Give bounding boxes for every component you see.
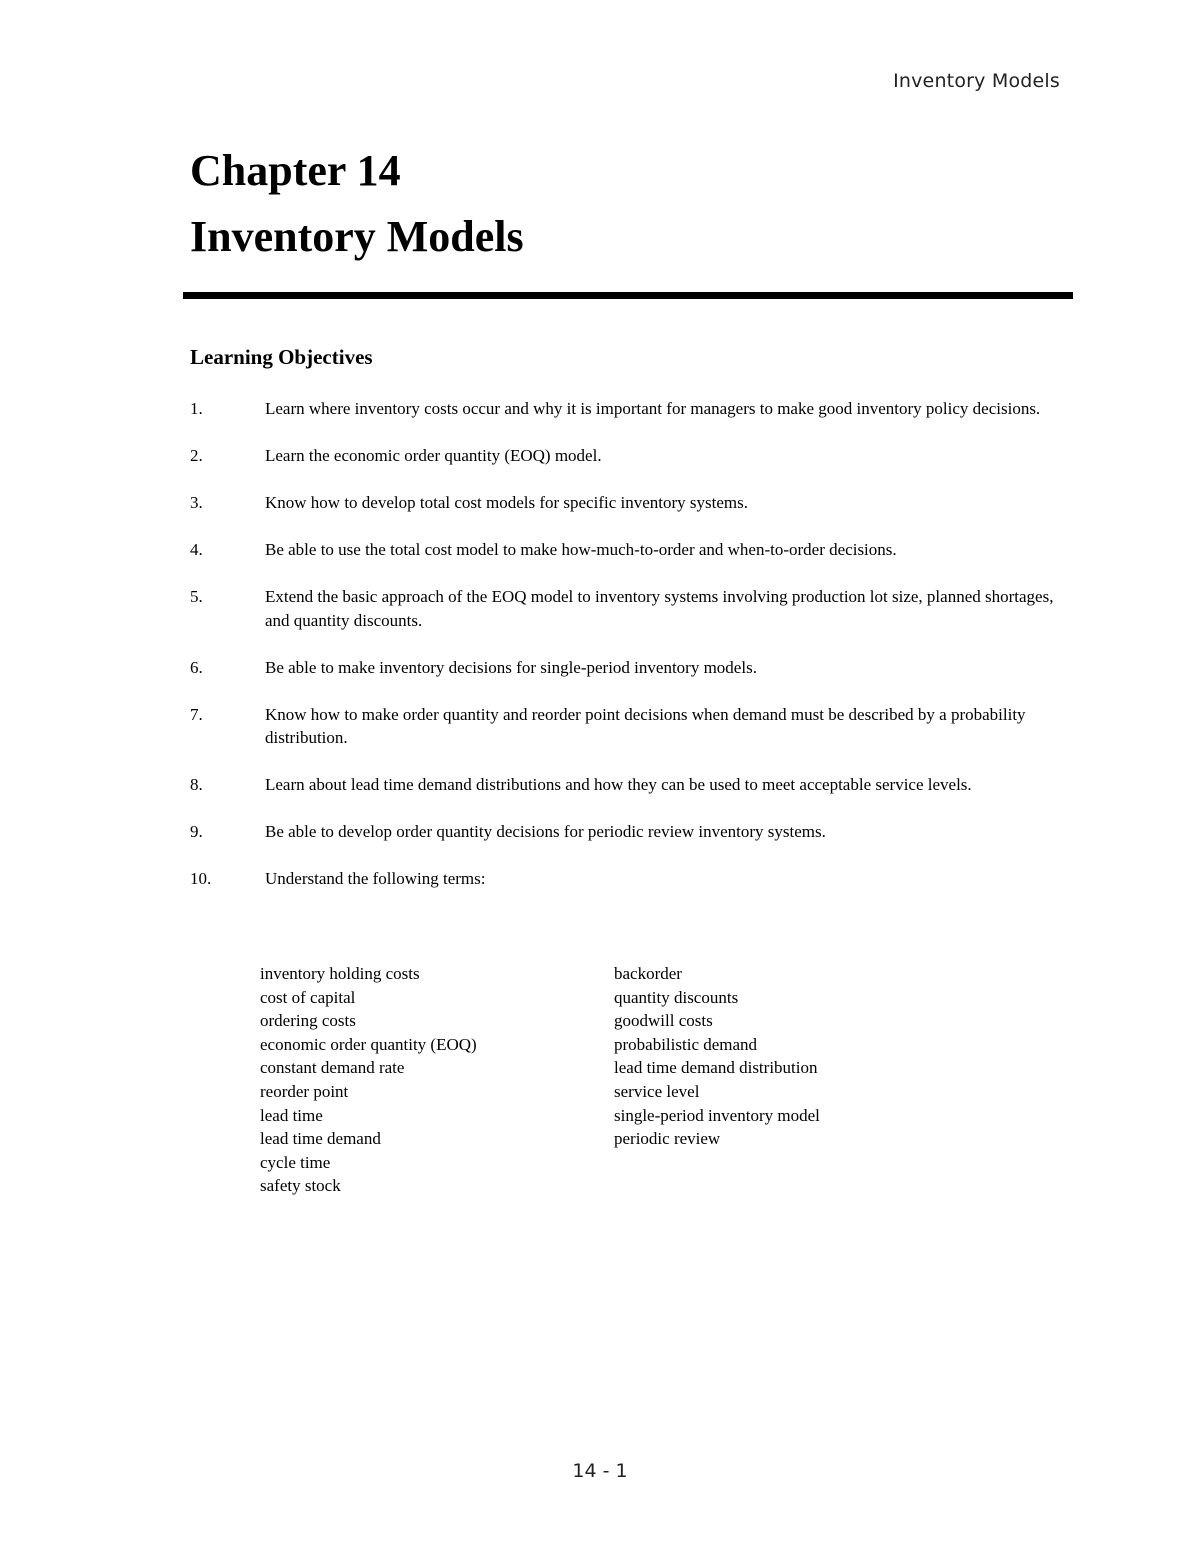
term: single-period inventory model bbox=[614, 1105, 820, 1125]
term: ordering costs bbox=[260, 1011, 356, 1031]
terms-column-right bbox=[614, 962, 968, 1198]
objective-text: Learn the economic order quantity (EOQ) model. bbox=[265, 446, 602, 465]
objective-number: 2. bbox=[190, 446, 203, 465]
objective-item bbox=[190, 491, 1070, 515]
objective-text: Know how to make order quantity and reorder point decisions when demand must be described by a probability distribution. bbox=[265, 704, 1026, 747]
objective-item bbox=[190, 656, 1070, 680]
learning-objectives-heading: Learning Objectives bbox=[190, 345, 373, 369]
term: probabilistic demand bbox=[614, 1034, 758, 1054]
objective-number: 10. bbox=[190, 869, 212, 888]
term: safety stock bbox=[260, 1176, 341, 1196]
objective-item bbox=[190, 444, 1070, 468]
objective-text: Learn where inventory costs occur and why it is important for managers to make good inventory policy decisions. bbox=[265, 399, 1041, 418]
term: cost of capital bbox=[260, 987, 356, 1007]
terms-glossary bbox=[260, 962, 968, 1198]
objective-item bbox=[190, 867, 1070, 891]
objective-text: Extend the basic approach of the EOQ model to inventory systems involving production lot size, planned shortages, and quantity discounts. bbox=[265, 587, 1054, 630]
term: quantity discounts bbox=[614, 987, 739, 1007]
terms-column-left bbox=[260, 962, 614, 1198]
title-divider bbox=[183, 292, 1073, 299]
objective-number: 9. bbox=[190, 822, 203, 841]
term: lead time demand bbox=[260, 1129, 381, 1149]
term: lead time bbox=[260, 1105, 323, 1125]
term: inventory holding costs bbox=[260, 964, 420, 983]
objective-text: Understand the following terms: bbox=[265, 869, 486, 888]
objective-item bbox=[190, 538, 1070, 562]
objective-text: Learn about lead time demand distributions and how they can be used to meet acceptable service levels. bbox=[265, 775, 972, 794]
objective-number: 1. bbox=[190, 399, 203, 418]
objective-text: Know how to develop total cost models for specific inventory systems. bbox=[265, 493, 748, 512]
objective-item bbox=[190, 820, 1070, 844]
running-header: Inventory Models bbox=[893, 70, 1060, 92]
term: lead time demand distribution bbox=[614, 1058, 818, 1078]
learning-objectives-list bbox=[190, 397, 1070, 914]
chapter-name: Inventory Models bbox=[190, 212, 524, 261]
objective-item bbox=[190, 773, 1070, 797]
term: service level bbox=[614, 1081, 700, 1101]
term: economic order quantity (EOQ) bbox=[260, 1034, 477, 1054]
objective-item bbox=[190, 397, 1070, 421]
term: cycle time bbox=[260, 1152, 331, 1172]
objective-number: 4. bbox=[190, 540, 203, 559]
term: periodic review bbox=[614, 1129, 721, 1149]
term: backorder bbox=[614, 964, 682, 983]
chapter-number: Chapter 14 bbox=[190, 146, 401, 195]
objective-item bbox=[190, 585, 1070, 632]
objective-item bbox=[190, 703, 1070, 750]
term: reorder point bbox=[260, 1081, 349, 1101]
objective-number: 7. bbox=[190, 704, 203, 724]
chapter-title bbox=[190, 138, 524, 270]
term: goodwill costs bbox=[614, 1011, 713, 1031]
objective-text: Be able to develop order quantity decisions for periodic review inventory systems. bbox=[265, 822, 826, 841]
term: constant demand rate bbox=[260, 1058, 405, 1078]
page-number: 14 - 1 bbox=[572, 1460, 628, 1482]
objective-text: Be able to use the total cost model to make how-much-to-order and when-to-order decisions. bbox=[265, 540, 897, 559]
objective-number: 5. bbox=[190, 587, 203, 606]
objective-number: 6. bbox=[190, 657, 203, 677]
objective-number: 8. bbox=[190, 775, 203, 794]
objective-number: 3. bbox=[190, 493, 203, 512]
objective-text: Be able to make inventory decisions for single-period inventory models. bbox=[265, 657, 757, 677]
